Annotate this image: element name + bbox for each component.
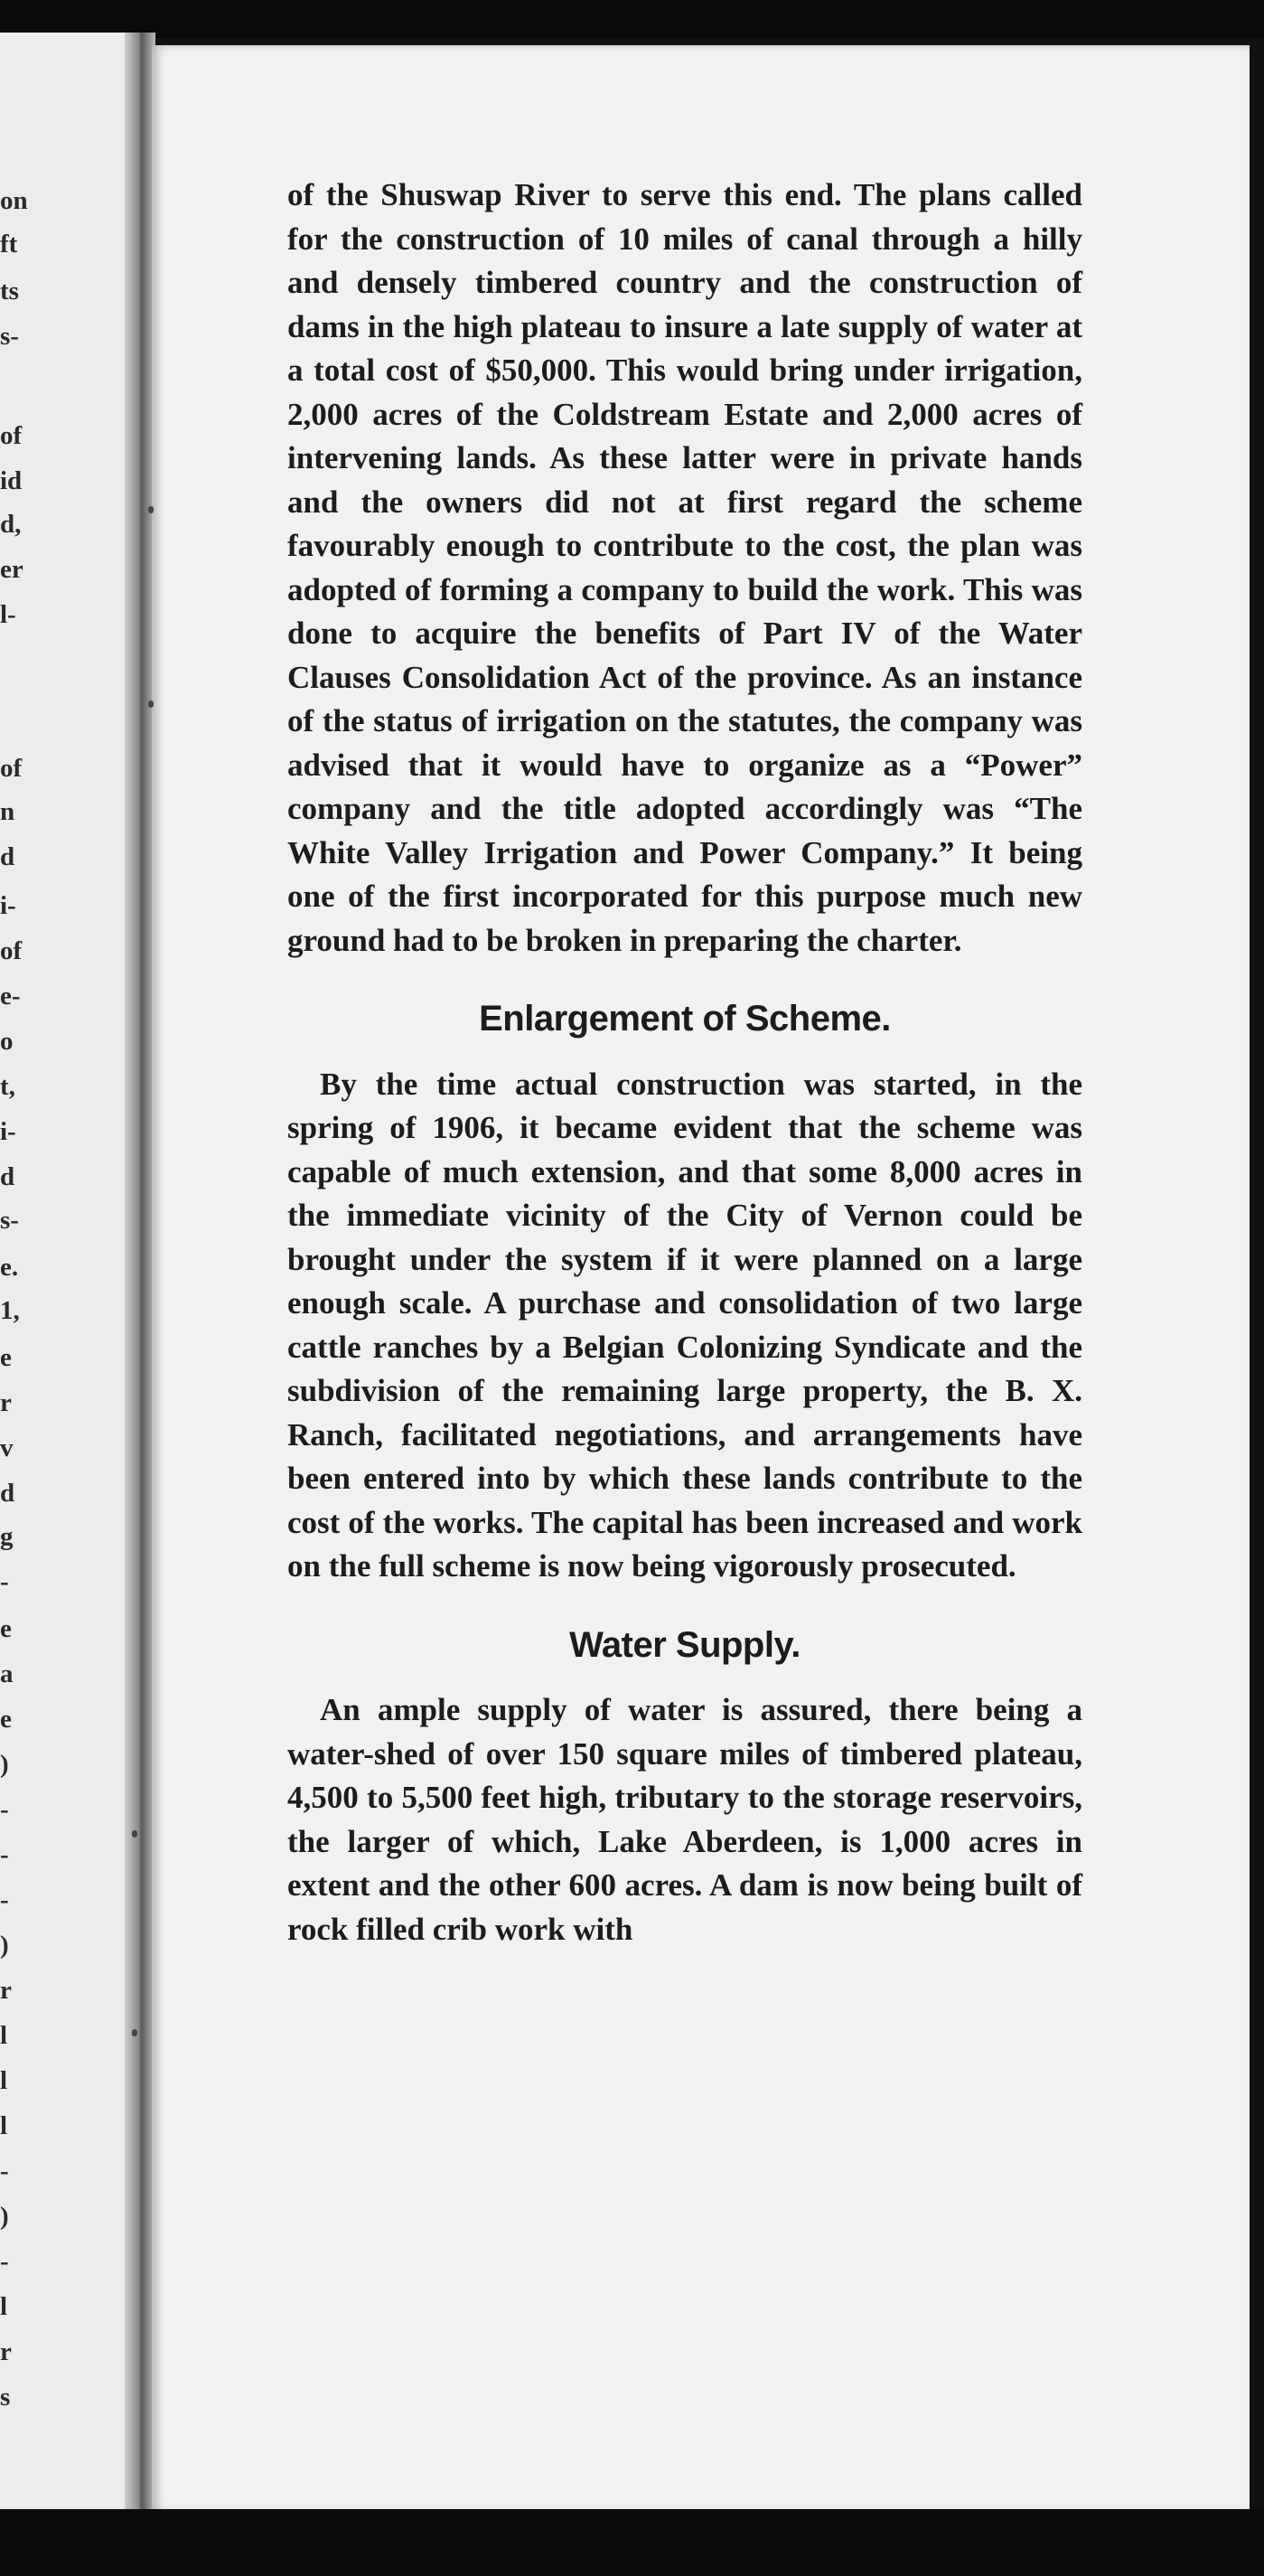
left-page-fragment: a [0, 1659, 14, 1688]
left-page-fragment: e- [0, 982, 21, 1011]
left-page-fragment: ts [0, 277, 19, 306]
left-page-fragment: - [0, 2157, 9, 2186]
left-page-fragment: l [0, 2292, 8, 2321]
left-page-fragment: - [0, 1795, 9, 1824]
left-page-fragment: s- [0, 1206, 19, 1235]
scan-speck [148, 700, 154, 708]
left-page-fragment: e. [0, 1253, 19, 1282]
left-page-fragment: s [0, 2383, 11, 2411]
left-page-fragment: of [0, 936, 23, 965]
article-body [287, 174, 1082, 1951]
left-page-fragment: er [0, 555, 23, 584]
paragraph-3: An ample supply of water is assured, there being a water-shed of over 150 square miles of timbered plateau, 4,500 to 5,500 feet high, tributary to the storage reservoirs, the larger of which, Lake Aberdeen, is 1,000 acres in extent and the other 600 acres. A dam is now being built of rock filled crib work with [287, 1692, 1082, 1947]
left-page-fragment: d, [0, 510, 22, 539]
left-page-fragment: - [0, 1840, 9, 1869]
left-page-fragment: 1, [0, 1296, 20, 1325]
left-page-fragment: i- [0, 891, 16, 920]
paragraph-1: of the Shuswap River to serve this end. The plans called for the construction of 10 miles of canal through a hilly and densely timbered country and the construction of dams in the high plateau to insure a late supply of water at a total cost of $50,000. This would bring under irrigation, 2,000 acres of the Coldstream Estate and 2,000 acres of intervening lands. As these latter were in private hands and the owners did not at first regard the scheme favourably enough to contribute to the cost, the plan was adopted of forming a company to build the work. This was done to acquire the benefits of Part IV of the Water Clauses Consolidation Act of the province. As an instance of the status of irrigation on the statutes, the company was advised that it would have to organize as a “Power” company and the title adopted accordingly was “The White Valley Irrigation and Power Company.” It being one of the first incorporated for this purpose much new ground had to be broken in preparing the charter. [287, 177, 1082, 958]
left-page-fragment: d [0, 1479, 15, 1508]
left-page-fragment: of [0, 421, 23, 450]
left-page-fragment: n [0, 797, 15, 826]
left-page-fragment: ) [0, 2202, 9, 2231]
left-page-fragment: s- [0, 322, 19, 351]
left-page-fragment: - [0, 1567, 9, 1596]
left-page-fragment: l- [0, 600, 16, 629]
left-page-fragment: l [0, 2066, 8, 2095]
paragraph-2: By the time actual construction was started, in the spring of 1906, it became evident that the scheme was capable of much extension, and that some 8,000 acres in the immediate vicinity of the City of Vernon could be brought under the system if it were planned on a large enough scale. A purchase and consolidation of two large cattle ranches by a Belgian Colonizing Syndicate and the subdivision of the remaining large property, the B. X. Ranch, facilitated negotiations, and arrangements have been entered into by which these lands contribute to the cost of the works. The capital has been increased and work on the full scheme is now being vigorously prosecuted. [287, 1066, 1082, 1584]
left-page-fragment: ) [0, 1931, 9, 1960]
left-page-fragment: ft [0, 230, 18, 259]
left-page-fragment: i- [0, 1117, 16, 1146]
left-page-fragment: d [0, 842, 15, 871]
left-page-fragment: o [0, 1027, 14, 1056]
scan-top-border [0, 0, 1264, 38]
left-page-fragment: - [0, 2247, 9, 2276]
left-page-fragment: l [0, 2021, 8, 2050]
left-page-fragment: - [0, 1885, 9, 1914]
left-page-fragment: e [0, 1705, 12, 1734]
left-page-fragment: r [0, 2337, 12, 2366]
left-page-fragment: id [0, 466, 23, 495]
section-heading-enlargement: Enlargement of Scheme. [479, 999, 891, 1039]
left-page-fragment: of [0, 754, 23, 783]
left-page-fragment: l [0, 2111, 8, 2140]
left-page-fragment: r [0, 1388, 12, 1417]
left-page-fragment: ) [0, 1750, 9, 1779]
left-page-fragment: g [0, 1522, 14, 1551]
section-heading-water-supply: Water Supply. [569, 1624, 801, 1665]
left-page-fragment: r [0, 1976, 12, 2005]
scan-bottom-border [0, 2509, 1264, 2576]
left-page-fragment: on [0, 186, 28, 215]
scan-speck [132, 2029, 137, 2036]
left-page-fragment: e [0, 1343, 12, 1372]
page-gutter [125, 33, 155, 2509]
scan-speck [148, 506, 154, 513]
left-page-fragment: t, [0, 1072, 15, 1101]
scan-speck [132, 1830, 137, 1838]
left-page-fragment: e [0, 1614, 12, 1643]
left-page-fragment: v [0, 1434, 14, 1462]
left-page-fragment: d [0, 1162, 15, 1191]
